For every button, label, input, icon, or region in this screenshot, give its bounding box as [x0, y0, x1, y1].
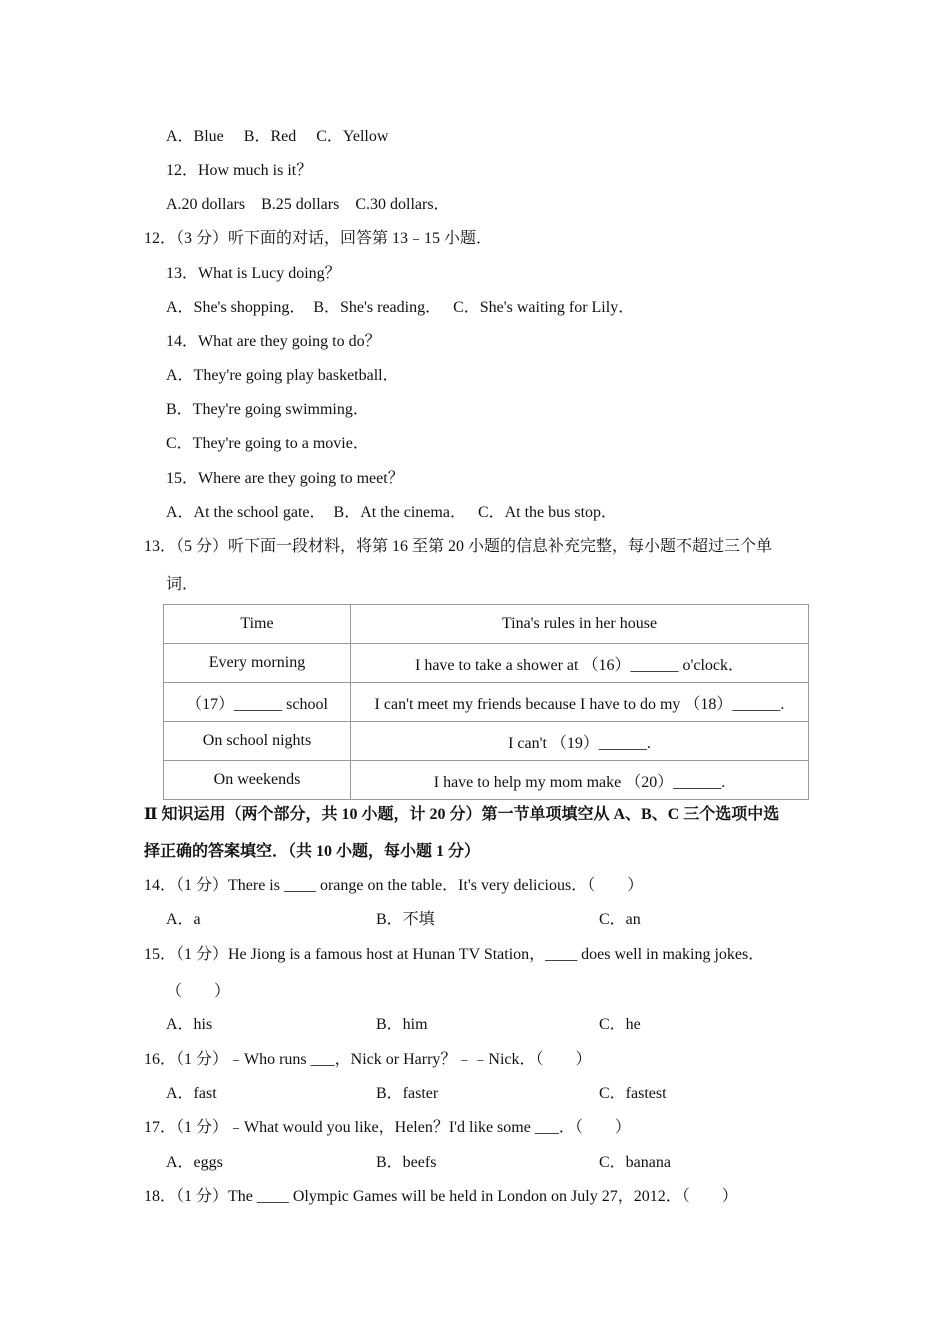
question-stem-17: 17．（1 分）﹣What would you like，Helen？I'd like some ___．（ ）	[144, 1119, 631, 1136]
option-b: B．faster	[376, 1085, 439, 1102]
option-b: B．不填	[376, 911, 435, 928]
table-cell-time: On weekends	[164, 761, 351, 800]
q14-option-b: B．They're going swimming．	[166, 401, 369, 418]
option-b: B．beefs	[376, 1154, 437, 1171]
table-cell-time: On school nights	[164, 722, 351, 761]
option-c: C．he	[599, 1016, 641, 1033]
q11-options: A．Blue B．Red C．Yellow	[166, 128, 389, 145]
q12-header: 12．（3 分）听下面的对话，回答第 13﹣15 小题．	[144, 230, 493, 247]
q14-question: 14．What are they going to do？	[166, 333, 381, 350]
table-cell-rule: I have to take a shower at （16）______ o'clock．	[351, 644, 809, 683]
table-cell-time: Every morning	[164, 644, 351, 683]
question-stem-16: 16．（1 分）﹣Who runs ___，Nick or Harry？﹣﹣Nick．（ ）	[144, 1051, 592, 1068]
question-stem-14: 14．（1 分）There is ____ orange on the table．It's very delicious．（ ）	[144, 877, 644, 894]
table-cell-rule: I have to help my mom make （20）______.	[351, 761, 809, 800]
table-row	[164, 722, 809, 761]
table-row	[164, 644, 809, 683]
table-cell-rule: I can't meet my friends because I have to do my （18）______.	[351, 683, 809, 722]
q15-question: 15．Where are they going to meet？	[166, 470, 404, 487]
table-header-time: Time	[164, 605, 351, 644]
option-a: A．his	[166, 1016, 213, 1033]
table-row	[164, 761, 809, 800]
q13-question: 13．What is Lucy doing？	[166, 265, 341, 282]
table-header-row	[164, 605, 809, 644]
q14-option-c: C．They're going to a movie．	[166, 435, 369, 452]
table-row	[164, 683, 809, 722]
q14-option-a: A．They're going play basketball．	[166, 367, 399, 384]
question-stem-15: 15．（1 分）He Jiong is a famous host at Hunan TV Station，____ does well in making jokes．	[144, 946, 765, 963]
option-a: A．fast	[166, 1085, 217, 1102]
option-b: B．him	[376, 1016, 428, 1033]
table-header-rules: Tina's rules in her house	[351, 605, 809, 644]
rules-table	[163, 604, 809, 800]
q13-header-line1: 13．（5 分）听下面一段材料，将第 16 至第 20 小题的信息补充完整，每小题不超过三个单	[144, 538, 773, 555]
q15-options: A．At the school gate． B．At the cinema． C．At the bus stop．	[166, 504, 618, 521]
option-a: A．eggs	[166, 1154, 223, 1171]
answer-bracket: （ ）	[166, 983, 231, 1000]
option-a: A．a	[166, 911, 201, 928]
table-cell-rule: I can't （19）______.	[351, 722, 809, 761]
q13-header-line2: 词．	[166, 576, 199, 593]
section2-heading-line2: 择正确的答案填空．（共 10 小题，每小题 1 分）	[144, 843, 481, 860]
q12-sub-options: A.20 dollars B.25 dollars C.30 dollars．	[166, 196, 450, 213]
section2-heading-line1: Ⅱ 知识运用（两个部分，共 10 小题，计 20 分）第一节单项填空从 A、B、C 三个选项中选	[144, 806, 780, 823]
option-c: C．banana	[599, 1154, 671, 1171]
q12-sub-question: 12．How much is it？	[166, 162, 313, 179]
option-c: C．an	[599, 911, 641, 928]
q13-options: A．She's shopping． B．She's reading． C．She's waiting for Lily．	[166, 299, 635, 316]
question-stem-18: 18．（1 分）The ____ Olympic Games will be held in London on July 27，2012．（ ）	[144, 1188, 738, 1205]
option-c: C．fastest	[599, 1085, 667, 1102]
table-cell-time: （17）______ school	[164, 683, 351, 722]
